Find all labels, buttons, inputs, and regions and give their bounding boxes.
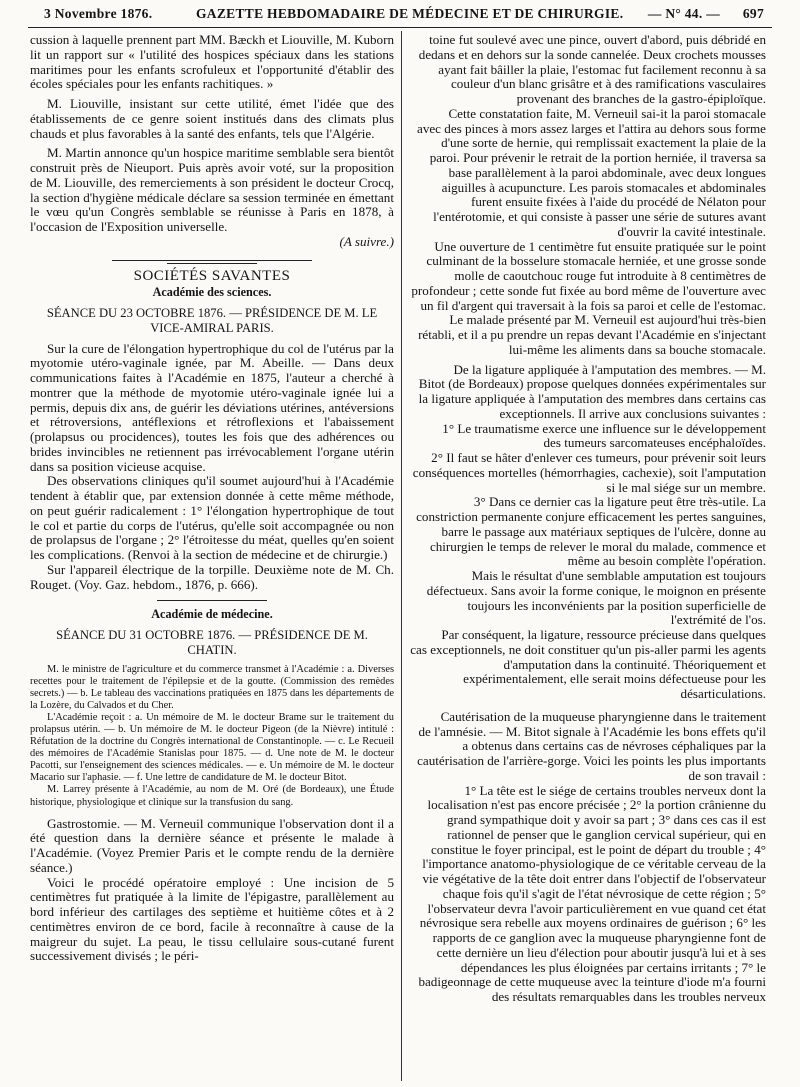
paragraph: cussion à laquelle prennent part MM. Bæckh et Liouville, M. Kuborn lit un rapport sur « l'utilité des hospices spéciaux dans les stations maritimes pour les enfants scrofuleux et l'opportunité d'établir des écoles spéciales pour les enfants rachitiques. » xyxy=(30,32,395,92)
paragraph: Par conséquent, la ligature, ressource précieuse dans quelques cas exceptionnels, ne doit constituer qu'un pis-aller parmi les agents d'amputation dans la continuité. Théoriquement et expérimentalement, elle serait moins défectueuse pour les désarticulations. xyxy=(410,627,766,701)
paragraph: 2° Il faut se hâter d'enlever ces tumeurs, pour prévenir soit leurs conséquences mortelles (hémorrhagies, cachexie), soit l'amputation si le mal siége sur un membre. xyxy=(412,450,766,495)
right-column xyxy=(410,33,766,1005)
to-be-continued: (A suivre.) xyxy=(339,233,394,249)
correspondence-paragraph: L'Académie reçoit : a. Un mémoire de M. le docteur Brame sur le traitement du prolapsus utérin. — b. Un mémoire de M. le docteur Pigeon (de la Nièvre) intitulé : Réfutation de la doctrine du Congrès international de Constantinople. — c. Le Recueil des mémoires de l'Académie Stanislas pour 1875. — d. Une note de M. le docteur Pacotti, sur l'enseignement des sciences médicales. — e. Un mémoire de M. le docteur Macario sur l'aphasie. — f. Une lettre de candidature de M. le docteur Bitot. xyxy=(30,711,394,784)
page-header xyxy=(44,6,764,26)
paragraph: M. Martin annonce qu'un hospice maritime semblable sera bientôt construit près de Nieuport. Puis après avoir voté, sur la proposition de M. Liouville, des remerciements à son président le docteur Crocq, la section d'hygiène médicale déclare sa session terminée en émettant le vœu qu'un Congrès semblable se réunisse à Paris en 1878, à l'occasion de l'Exposition universelle. xyxy=(30,145,394,234)
section-separator xyxy=(157,600,267,601)
subsection-title: Académie des sciences. xyxy=(152,285,272,300)
column-divider xyxy=(401,31,402,1081)
paragraph: 3° Dans ce dernier cas la ligature peut être très-utile. La constriction permanente conjure efficacement les pertes sanguines, barre le passage aux matériaux septiques de l'ulcère, donne au chirurgien le temps de relever le moral du malade, commence et même au besoin complète l'opération. xyxy=(416,494,766,569)
left-column xyxy=(30,33,394,964)
paragraph: Sur l'appareil électrique de la torpille. Deuxième note de M. Ch. Rouget. (Voy. Gaz. hebdom., 1876, p. 666). xyxy=(30,561,394,592)
header-journal-title: GAZETTE HEBDOMADAIRE DE MÉDECINE ET DE CHIRURGIE. xyxy=(196,6,624,21)
subsection-title: Académie de médecine. xyxy=(151,607,273,622)
paragraph: 1° La tête est le siége de certains troubles nerveux dont la localisation n'est pas encore précisée ; 2° la portion crânienne du grand sympathique doit y avoir sa part ; 3° dans ces cas il est rationnel de penser que le ganglion cervical supérieur, qui en constitue le foyer principal, est le point de départ du trouble ; 4° l'importance anatomo-physiologique de ce véritable cerveau de la vie végétative de la tête doit entrer dans l'objectif de l'observateur chaque fois qu'il s'agit de l'état névrosique de cette région ; 5° l'observateur devra l'avoir particulièrement en vue quand cet état névrosique sera rebelle aux moyens ordinaires de guérison ; 6° les rapports de ce ganglion avec la muqueuse pharyngienne font de cette dernière un lieu d'élection pour aboutir jusqu'à lui et à ses dépendances les plus éloignées par certains irritants ; 7° le badigeonnage de cette muqueuse avec la teinture d'iode m'a fourni des résultats remarquables dans les troubles nerveux xyxy=(418,782,766,1004)
paragraph: Mais le résultat d'une semblable amputation est toujours défectueux. Sans avoir la forme conique, le moignon en présente toujours les inconvénients par la position superficielle de l'extrémité de l'os. xyxy=(426,568,766,628)
header-rule xyxy=(28,27,772,28)
paragraph: Gastrostomie. — M. Verneuil communique l'observation dont il a été question dans la dernière séance et présente le malade à l'Académie. (Voyez Premier Paris et le compte rendu de la dernière séance.) xyxy=(30,815,394,875)
paragraph: 1° Le traumatisme exerce une influence sur le développement des tumeurs sarcomateuses encéphaloïdes. xyxy=(442,420,766,451)
session-heading: SÉANCE DU 31 OCTOBRE 1876. — PRÉSIDENCE DE M. CHATIN. xyxy=(56,628,368,657)
section-separator xyxy=(112,260,312,261)
header-date: 3 Novembre 1876. xyxy=(44,6,153,21)
correspondence-paragraph: M. le ministre de l'agriculture et du commerce transmet à l'Académie : a. Diverses recettes pour le traitement de l'épilepsie et de la goutte. (Commission des remèdes secrets.) — b. Le tableau des vaccinations pratiquées en 1875 dans les départements de la Lozère, du Calvados et du Cher. xyxy=(30,663,394,711)
header-page-number: 697 xyxy=(742,6,764,21)
paragraph: Cette constatation faite, M. Verneuil sai-it la paroi stomacale avec des pinces à mors assez larges et l'attira au dehors sous forme d'une sorte de hernie, qui remplissait exactement la plaie de la paroi. Pour prévenir le retrait de la portion herniée, il traversa sa base parallèlement à la paroi abdominale, avec deux longues aiguilles à acupuncture. Les parois stomacales et abdominales furent ensuite fixées à l'aide du procédé de Nélaton pour l'entérotomie, et qui consiste à passer une série de sutures avant d'ouvrir la cavité intestinale. xyxy=(417,105,766,239)
paragraph: Le malade présenté par M. Verneuil est aujourd'hui très-bien rétabli, et il a pu prendre un repas devant l'Académie en s'injectant lui-même les aliments dans sa bouche stomacale. xyxy=(418,312,766,357)
paragraph: Voici le procédé opératoire employé : Une incision de 5 centimètres fut pratiquée à la limite de l'épigastre, parallèlement au bord inférieur des cartilages des septième et huitième côtes et à 2 centimètres environ de ce bord, facile à reconnaître à cause de la maigreur du sujet. La peau, le tissu cellulaire sous-cutané furent successivement divisés ; le péri- xyxy=(30,874,394,964)
paragraph: Des observations cliniques qu'il soumet aujourd'hui à l'Académie tendent à établir que, par extension donnée à cette même méthode, on peut guérir radicalement : 1° l'élongation hypertrophique de tout le col et partie du corps de l'utérus, qu'elle soit accompagnée ou non de prolapsus de l'organe ; 2° l'étroitesse du méat, quelles qu'en soient les complications. (Renvoi à la section de médecine et de chirurgie.) xyxy=(30,473,394,562)
paragraph: Une ouverture de 1 centimètre fut ensuite pratiquée sur le point culminant de la bosselure stomacale herniée, et une grosse sonde molle de caoutchouc rouge fut introduite à 8 centimètres de profondeur ; cette sonde fut fixée au bord même de l'ouverture avec un fil d'argent qui traversait à la fois sa paroi et celle de l'estomac. xyxy=(411,238,766,313)
paragraph: Sur la cure de l'élongation hypertrophique du col de l'utérus par la myotomie utéro-vaginale ignée, par M. Abeille. — Dans deux communications faites à l'Académie en 1875, l'auteur a cherché à montrer que la méthode de myotomie utéro-vaginale ignée lui a permis, depuis dix ans, de guérir les déviations utérines, antéversions et rétroversions, antéflexions et rétroflexions et l'abaissement (prolapsus ou procidences), toutes les fois que des adhérences ou brides invincibles ne retiennent pas irrévocablement l'organe utérin dans sa position vicieuse acquise. xyxy=(30,340,394,474)
header-issue-number: — N° 44. — xyxy=(647,6,720,21)
paragraph: Cautérisation de la muqueuse pharyngienne dans le traitement de l'amnésie. — M. Bitot signale à l'Académie les bons effets qu'il a obtenus dans certains cas de névroses céphaliques par la cautérisation de l'arrière-gorge. Voici les points les plus importants de son travail : xyxy=(417,708,766,783)
paragraph: De la ligature appliquée à l'amputation des membres. — M. Bitot (de Bordeaux) propose quelques données expérimentales sur la ligature appliquée à l'amputation des membres dans certains cas exceptionnels. Il arrive aux conclusions suivantes : xyxy=(418,361,766,421)
paragraph: M. Liouville, insistant sur cette utilité, émet l'idée que des établissements de ce genre soient institués dans des climats plus chauds et plus favorables à la santé des enfants, tels que l'Algérie. xyxy=(30,96,394,141)
section-title: SOCIÉTÉS SAVANTES xyxy=(133,267,291,284)
paragraph: toine fut soulevé avec une pince, ouvert d'abord, puis débridé en dedans et en dehors sur la sonde cannelée. Deux crochets mousses ayant fait bâiller la plaie, l'estomac fut facilement reconnu à sa couleur d'un blanc grisâtre et à des ramifications vasculaires provenant des branches de la gastro-épiploïque. xyxy=(418,32,766,106)
session-heading: SÉANCE DU 23 OCTOBRE 1876. — PRÉSIDENCE DE M. LE VICE-AMIRAL PARIS. xyxy=(46,306,378,335)
correspondence-paragraph: M. Larrey présente à l'Académie, au nom de M. Oré (de Bordeaux), une Étude historique, physiologique et clinique sur la transfusion du sang. xyxy=(30,784,394,808)
